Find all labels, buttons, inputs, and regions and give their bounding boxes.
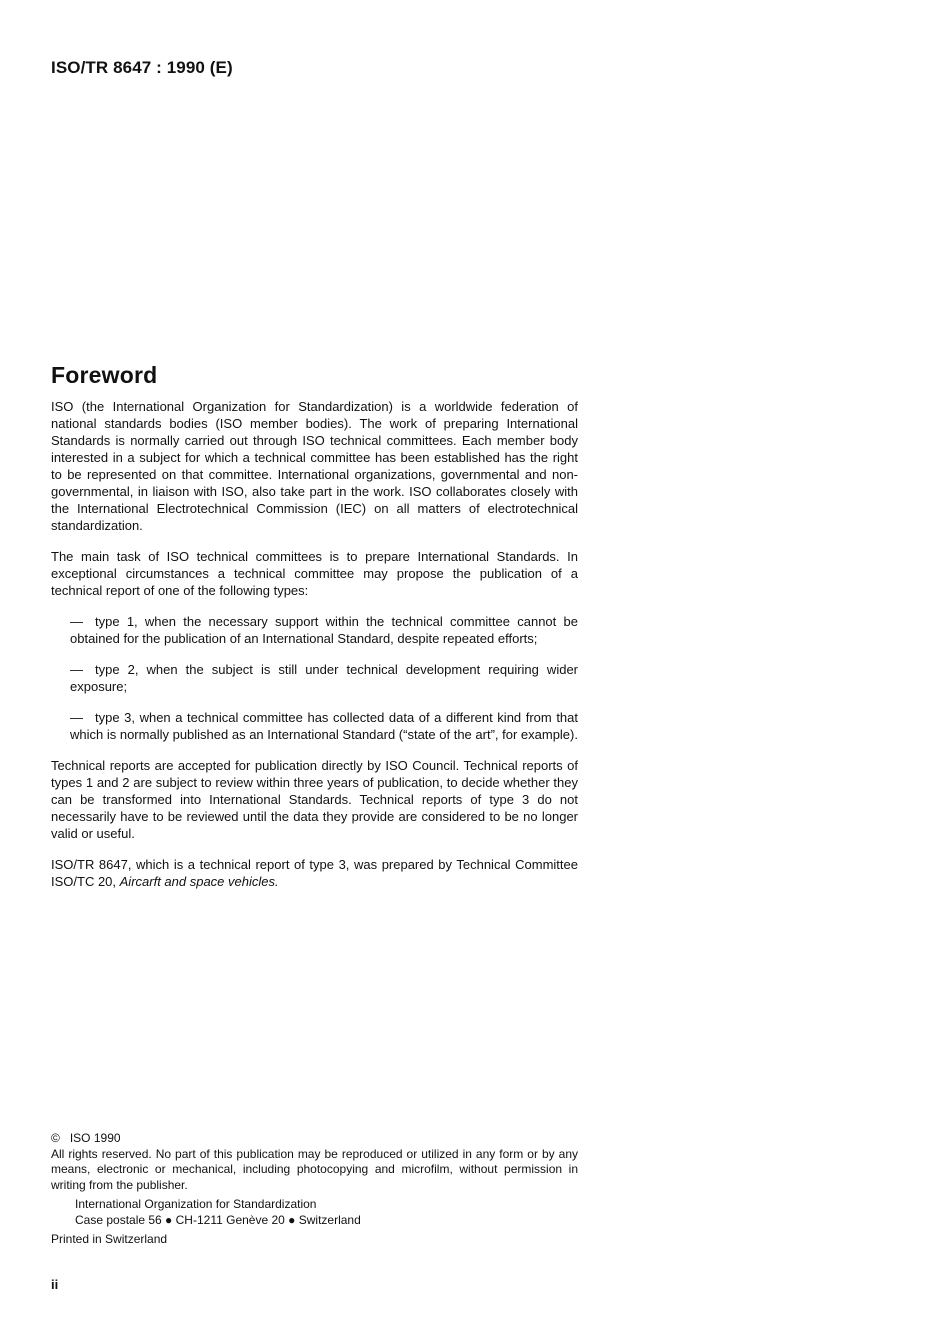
printed-in: Printed in Switzerland	[51, 1232, 168, 1246]
foreword-section	[51, 362, 578, 904]
foreword-paragraph-4	[51, 856, 578, 890]
rights-statement: All rights reserved. No part of this publication may be reproduced or utilized in any form or by any means, electronic or mechanical, including photocopying and microfilm, without permission in writing from the publisher.	[51, 1146, 578, 1192]
type-1-text: type 1, when the necessary support within the technical committee cannot be obtained for the publication of an International Standard, despite repeated efforts;	[70, 614, 578, 646]
dash-bullet: —	[70, 614, 83, 629]
type-3-text: type 3, when a technical committee has collected data of a different kind from that which is normally published as an International Standard (“state of the art”, for example).	[70, 710, 578, 742]
type-2-text: type 2, when the subject is still under technical development requiring wider exposure;	[70, 662, 578, 694]
copyright-line	[51, 1131, 578, 1147]
organization-address: Case postale 56 ● CH-1211 Genève 20 ● Switzerland	[75, 1212, 361, 1227]
foreword-paragraph-3: Technical reports are accepted for publication directly by ISO Council. Technical reports of types 1 and 2 are subject to review within three years of publication, to decide whether they can be transformed into International Standards. Technical reports of type 3 do not necessarily have to be reviewed until the data they provide are considered to be no longer valid or useful.	[51, 758, 578, 841]
copyright-year: ISO 1990	[69, 1131, 121, 1145]
foreword-title: Foreword	[51, 362, 158, 388]
copyright-icon: ©	[51, 1131, 60, 1145]
type-list-item	[70, 661, 578, 695]
dash-bullet: —	[70, 662, 83, 677]
committee-name: Aircarft and space vehicles.	[119, 874, 279, 889]
copyright-block	[51, 1131, 578, 1248]
type-list-item	[70, 709, 578, 743]
type-list-item	[70, 613, 578, 647]
organization-name: International Organization for Standardization	[75, 1197, 317, 1211]
paragraph-4-text: ISO/TR 8647, which is a technical report of type 3, was prepared by Technical Committee ISO/TC 20,	[51, 857, 578, 889]
dash-bullet: —	[70, 710, 83, 725]
page-number: ii	[51, 1277, 59, 1292]
foreword-paragraph-1: ISO (the International Organization for Standardization) is a worldwide federation of national standards bodies (ISO member bodies). The work of preparing International Standards is normally carried out through ISO technical committees. Each member body interested in a subject for which a technical committee has been established has the right to be represented on that committee. International organizations, governmental and non-governmental, in liaison with ISO, also take part in the work. ISO collaborates closely with the International Electrotechnical Commission (IEC) on all matters of electrotechnical standardization.	[51, 399, 578, 533]
foreword-paragraph-2: The main task of ISO technical committees is to prepare International Standards. In exceptional circumstances a technical committee may propose the publication of a technical report of one of the following types:	[51, 549, 578, 598]
document-header: ISO/TR 8647 : 1990 (E)	[51, 58, 233, 77]
